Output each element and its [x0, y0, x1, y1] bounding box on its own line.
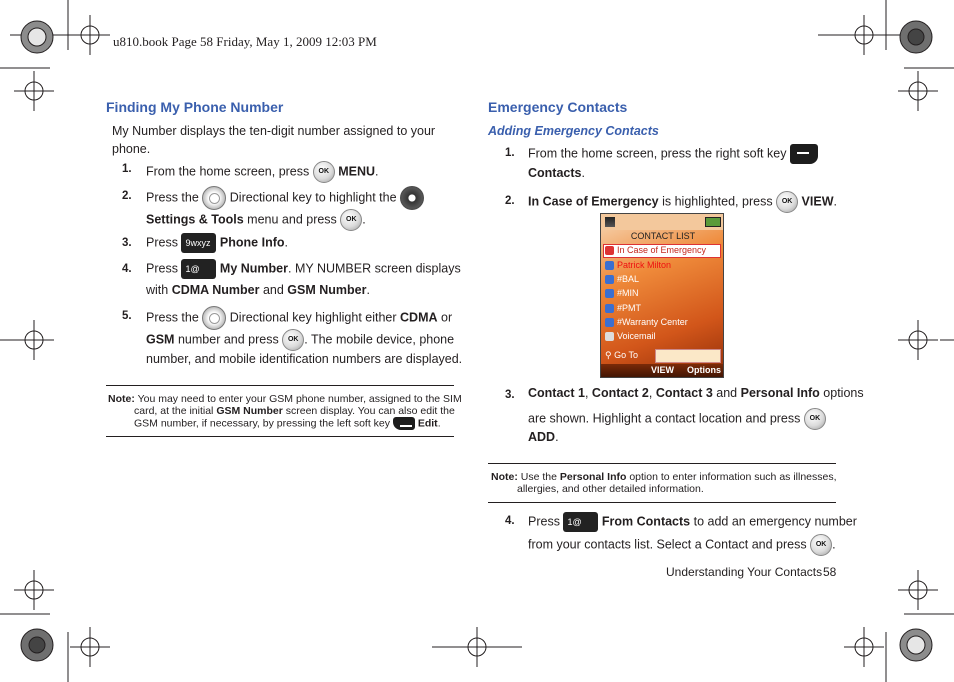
step-bold: In Case of Emergency	[528, 194, 659, 209]
step-number: 1.	[505, 147, 515, 159]
print-header: u810.book Page 58 Friday, May 1, 2009 12:03 PM	[113, 34, 377, 49]
step-bold: GSM Number	[287, 283, 367, 297]
step-text: Directional key highlight either	[229, 310, 397, 325]
step-number: 1.	[122, 163, 132, 175]
battery-icon	[705, 217, 721, 227]
right-step-1	[528, 144, 818, 164]
step-text: From the home screen, press the right soft key	[528, 146, 787, 161]
step-number: 3.	[122, 237, 132, 249]
phone-goto-label: Go To	[614, 350, 638, 360]
step-text: and	[262, 283, 284, 297]
left-intro	[112, 122, 435, 158]
left-step-5-cont2	[146, 352, 462, 366]
footer-section-title: Understanding Your Contacts	[666, 565, 823, 579]
step-bold: VIEW	[801, 194, 834, 209]
step-text: or	[441, 310, 453, 325]
step-text: menu and press	[247, 212, 337, 227]
ok-key-icon: OK	[810, 534, 832, 556]
step-bold: Contact 2	[591, 386, 649, 400]
section-title-finding-my-phone-number: Finding My Phone Number	[106, 99, 284, 115]
phone-row-label: #BAL	[617, 274, 640, 284]
left-intro-line1: My Number displays the ten-digit number assigned to your	[112, 124, 436, 138]
step-number: 4.	[505, 515, 515, 527]
search-icon: ⚲	[605, 350, 612, 360]
right-step-1-cont	[528, 166, 585, 180]
left-soft-key-icon	[393, 417, 415, 430]
ok-key-icon: OK	[776, 191, 798, 213]
left-step-3	[146, 233, 288, 253]
note-rule-bottom	[488, 502, 836, 503]
step-text: .	[581, 166, 585, 180]
phone-row-label: Patrick Milton	[617, 260, 672, 270]
step-bold: From Contacts	[601, 514, 691, 529]
note-text: option to enter information such as illnesses,	[629, 471, 837, 483]
note-bold: GSM Number	[216, 405, 283, 417]
contact-icon	[605, 261, 614, 270]
ok-key-icon: OK	[313, 161, 335, 183]
step-text: .	[555, 430, 559, 444]
directional-key-icon	[202, 186, 226, 210]
contact-icon	[605, 275, 614, 284]
phone-row	[605, 317, 688, 327]
step-text: .	[375, 164, 379, 179]
step-text: with	[146, 283, 169, 297]
left-step-5-cont	[146, 329, 454, 351]
right-soft-key-icon	[790, 144, 818, 164]
step-text: are shown. Highlight a contact location and press	[528, 411, 801, 426]
ok-key-icon: OK	[804, 408, 826, 430]
step-bold: Personal Info	[740, 386, 820, 400]
step-text: is highlighted, press	[662, 194, 773, 209]
left-note	[108, 393, 462, 430]
step-text: From the home screen, press	[146, 164, 310, 179]
nine-wxyz-key-icon: 9wxyz	[181, 233, 216, 253]
phone-view-softkey: VIEW	[651, 365, 675, 375]
step-bold: Settings & Tools	[146, 212, 244, 227]
right-note	[491, 471, 835, 495]
note-text: screen display. You can also edit the	[285, 405, 455, 417]
note-text: Use the	[520, 471, 557, 483]
step-text: Press	[528, 514, 560, 529]
step-bold: Contact 1	[528, 386, 585, 400]
phone-row	[605, 288, 639, 298]
step-text: .	[833, 194, 837, 209]
page-number: 58	[823, 565, 837, 579]
step-text: options	[823, 386, 864, 400]
step-text: . The mobile device, phone	[304, 332, 455, 347]
section-title-emergency-contacts: Emergency Contacts	[488, 99, 628, 115]
note-label: Note:	[491, 471, 518, 483]
step-text: Press the	[146, 310, 199, 325]
contact-icon	[605, 318, 614, 327]
one-key-icon: 1@	[563, 512, 598, 532]
ok-key-icon: OK	[340, 209, 362, 231]
phone-goto	[605, 350, 638, 361]
right-step-4	[528, 512, 857, 532]
one-key-icon: 1@	[181, 259, 216, 279]
step-text: . MY NUMBER screen displays	[288, 261, 461, 276]
phone-screen-contact-list	[600, 213, 724, 378]
step-text: Directional key to highlight the	[229, 190, 397, 205]
left-step-2	[146, 186, 424, 210]
step-text: Press	[146, 235, 178, 250]
step-text: and	[716, 386, 738, 400]
step-bold: CDMA Number	[171, 283, 260, 297]
left-step-4	[146, 259, 461, 279]
step-bold: MENU	[338, 164, 376, 179]
step-text: ,	[648, 386, 653, 400]
signal-icon	[605, 217, 615, 227]
step-text: to add an emergency number	[693, 514, 857, 529]
ok-key-icon: OK	[282, 329, 304, 351]
right-step-3-cont2	[528, 430, 559, 444]
step-number: 2.	[505, 195, 515, 207]
subsection-title-adding-emergency-contacts: Adding Emergency Contacts	[488, 124, 659, 138]
goto-input-box	[655, 349, 721, 363]
left-step-5	[146, 306, 452, 330]
phone-row	[605, 331, 656, 341]
ice-icon	[605, 246, 614, 255]
step-text: .	[366, 283, 370, 297]
note-bold: Personal Info	[559, 471, 627, 483]
step-text: ,	[584, 386, 589, 400]
right-step-3	[528, 386, 864, 400]
settings-gear-icon	[400, 186, 424, 210]
directional-key-icon	[202, 306, 226, 330]
right-step-3-cont	[528, 408, 826, 430]
step-bold: My Number	[219, 261, 288, 276]
phone-row-label: Voicemail	[617, 331, 656, 341]
step-text: from your contacts list. Select a Contact and press	[528, 537, 807, 552]
step-text: number and press	[177, 332, 279, 347]
step-text: number, and mobile identification numbers are displayed.	[146, 352, 463, 366]
note-rule-top	[106, 385, 454, 386]
note-text: You may need to enter your GSM phone number, assigned to the SIM	[137, 393, 462, 405]
phone-row	[605, 274, 639, 284]
step-number: 3.	[505, 389, 515, 401]
step-bold: Contact 3	[655, 386, 713, 400]
step-bold: GSM	[146, 332, 175, 347]
right-step-4-cont	[528, 534, 836, 556]
note-text: .	[437, 417, 441, 430]
note-text: allergies, and other detailed information.	[517, 483, 704, 495]
phone-row-label: #Warranty Center	[617, 317, 688, 327]
left-intro-line2: phone.	[112, 142, 151, 156]
phone-row-label: #PMT	[617, 303, 642, 313]
left-step-2-cont	[146, 209, 366, 231]
voicemail-icon	[605, 332, 614, 341]
step-number: 2.	[122, 190, 132, 202]
note-rule-bottom	[106, 436, 454, 437]
step-bold: Phone Info	[219, 235, 285, 250]
phone-row-label: #MIN	[617, 288, 639, 298]
phone-title: CONTACT LIST	[630, 231, 696, 241]
step-bold: Contacts	[528, 166, 582, 180]
left-step-4-cont	[146, 283, 370, 297]
step-text: Press the	[146, 190, 199, 205]
note-rule-top	[488, 463, 836, 464]
phone-row-label: In Case of Emergency	[617, 245, 707, 255]
step-text: Press	[146, 261, 178, 276]
phone-row	[605, 245, 706, 255]
step-text: .	[832, 537, 836, 552]
phone-options-softkey: Options	[687, 365, 721, 375]
note-text: GSM number, if necessary, by pressing the left soft key	[134, 417, 390, 430]
note-bold: Edit	[417, 417, 438, 430]
contact-icon	[605, 304, 614, 313]
step-bold: CDMA	[400, 310, 438, 325]
phone-row	[605, 260, 671, 270]
step-number: 4.	[122, 263, 132, 275]
note-label: Note:	[108, 393, 135, 405]
left-step-1	[146, 161, 379, 183]
right-step-2	[528, 191, 837, 213]
step-bold: ADD	[528, 430, 556, 444]
step-text: .	[362, 212, 366, 227]
step-text: .	[284, 235, 288, 250]
note-text: card, at the initial	[134, 405, 214, 417]
phone-row	[605, 303, 641, 313]
contact-icon	[605, 289, 614, 298]
step-number: 5.	[122, 310, 132, 322]
